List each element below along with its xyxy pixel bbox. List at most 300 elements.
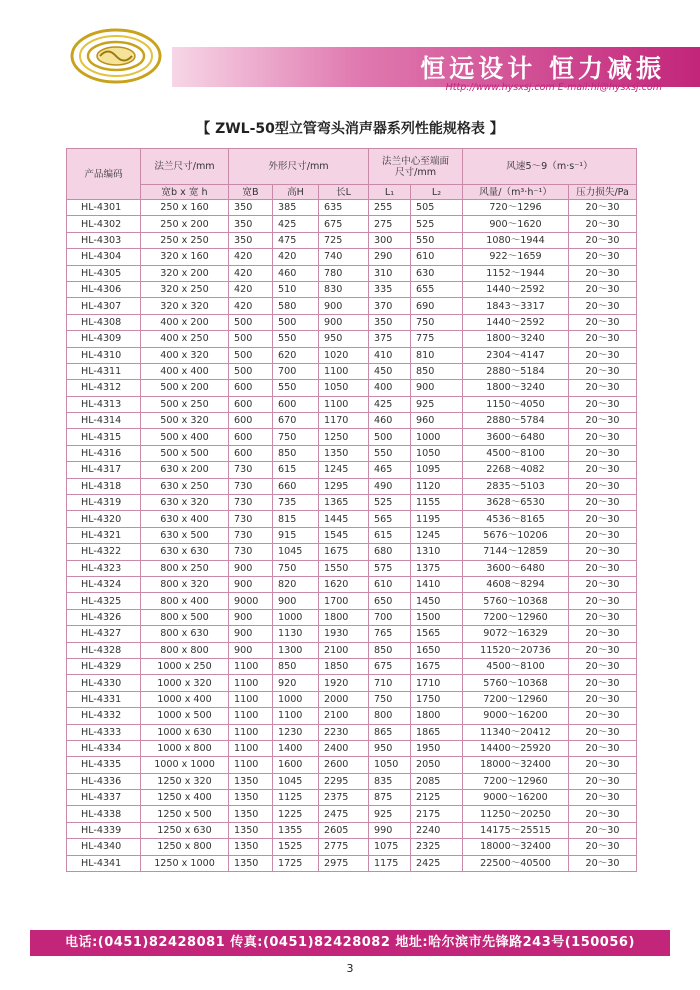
cell-length-l: 900 xyxy=(319,298,369,314)
header-width-b: 宽B xyxy=(229,185,273,200)
cell-air-volume: 1843～3317 xyxy=(463,298,569,314)
header-flange-center: 法兰中心至端面尺寸/mm xyxy=(369,149,463,185)
cell-pressure-loss: 20～30 xyxy=(569,216,637,232)
cell-width-b: 1100 xyxy=(229,658,273,674)
cell-length-l: 1100 xyxy=(319,396,369,412)
cell-l2: 1800 xyxy=(411,708,463,724)
cell-height-h: 580 xyxy=(273,298,319,314)
cell-air-volume: 5760～10368 xyxy=(463,675,569,691)
cell-l2: 1095 xyxy=(411,462,463,478)
cell-code: HL-4304 xyxy=(67,249,141,265)
header-wind-speed: 风速5～9（m·s⁻¹） xyxy=(463,149,637,185)
cell-length-l: 2605 xyxy=(319,822,369,838)
cell-code: HL-4336 xyxy=(67,773,141,789)
cell-flange-size: 320 x 250 xyxy=(141,281,229,297)
cell-air-volume: 4536～8165 xyxy=(463,511,569,527)
cell-l2: 850 xyxy=(411,363,463,379)
table-row xyxy=(67,249,637,265)
cell-height-h: 815 xyxy=(273,511,319,527)
cell-l2: 1245 xyxy=(411,527,463,543)
header-banner xyxy=(172,47,700,87)
cell-l2: 1155 xyxy=(411,495,463,511)
cell-flange-size: 630 x 250 xyxy=(141,478,229,494)
cell-code: HL-4329 xyxy=(67,658,141,674)
cell-code: HL-4309 xyxy=(67,331,141,347)
cell-code: HL-4319 xyxy=(67,495,141,511)
cell-code: HL-4323 xyxy=(67,560,141,576)
cell-height-h: 1230 xyxy=(273,724,319,740)
cell-pressure-loss: 20～30 xyxy=(569,347,637,363)
cell-code: HL-4318 xyxy=(67,478,141,494)
cell-flange-size: 500 x 400 xyxy=(141,429,229,445)
cell-flange-size: 1000 x 630 xyxy=(141,724,229,740)
cell-height-h: 1045 xyxy=(273,544,319,560)
cell-l2: 750 xyxy=(411,314,463,330)
cell-height-h: 510 xyxy=(273,281,319,297)
table-row xyxy=(67,544,637,560)
cell-air-volume: 1152～1944 xyxy=(463,265,569,281)
cell-flange-size: 800 x 400 xyxy=(141,593,229,609)
header-length-l: 长L xyxy=(319,185,369,200)
cell-l2: 810 xyxy=(411,347,463,363)
cell-flange-size: 320 x 200 xyxy=(141,265,229,281)
cell-width-b: 1100 xyxy=(229,757,273,773)
cell-pressure-loss: 20～30 xyxy=(569,822,637,838)
cell-code: HL-4321 xyxy=(67,527,141,543)
cell-l2: 690 xyxy=(411,298,463,314)
cell-air-volume: 3600～6480 xyxy=(463,560,569,576)
cell-width-b: 420 xyxy=(229,298,273,314)
cell-width-b: 350 xyxy=(229,232,273,248)
cell-height-h: 385 xyxy=(273,200,319,216)
cell-l2: 960 xyxy=(411,413,463,429)
cell-flange-size: 1000 x 1000 xyxy=(141,757,229,773)
table-row xyxy=(67,855,637,871)
cell-length-l: 1920 xyxy=(319,675,369,691)
cell-l2: 1375 xyxy=(411,560,463,576)
cell-length-l: 635 xyxy=(319,200,369,216)
cell-code: HL-4307 xyxy=(67,298,141,314)
cell-flange-size: 1250 x 630 xyxy=(141,822,229,838)
cell-code: HL-4317 xyxy=(67,462,141,478)
spec-table xyxy=(66,148,637,872)
table-row xyxy=(67,576,637,592)
cell-l2: 1450 xyxy=(411,593,463,609)
cell-height-h: 850 xyxy=(273,658,319,674)
cell-height-h: 615 xyxy=(273,462,319,478)
table-row xyxy=(67,626,637,642)
cell-height-h: 420 xyxy=(273,249,319,265)
cell-width-b: 730 xyxy=(229,495,273,511)
cell-width-b: 600 xyxy=(229,429,273,445)
cell-l1: 300 xyxy=(369,232,411,248)
table-row xyxy=(67,642,637,658)
cell-l1: 615 xyxy=(369,527,411,543)
cell-width-b: 730 xyxy=(229,511,273,527)
cell-flange-size: 500 x 200 xyxy=(141,380,229,396)
table-row xyxy=(67,790,637,806)
cell-l2: 505 xyxy=(411,200,463,216)
cell-height-h: 1130 xyxy=(273,626,319,642)
header-l2: L₂ xyxy=(411,185,463,200)
cell-l1: 310 xyxy=(369,265,411,281)
cell-l1: 1175 xyxy=(369,855,411,871)
cell-air-volume: 2835～5103 xyxy=(463,478,569,494)
cell-air-volume: 22500～40500 xyxy=(463,855,569,871)
cell-flange-size: 1000 x 800 xyxy=(141,740,229,756)
cell-height-h: 425 xyxy=(273,216,319,232)
cell-l1: 990 xyxy=(369,822,411,838)
page-title: 【 ZWL-50型立管弯头消声器系列性能规格表 】 xyxy=(196,121,504,137)
cell-flange-size: 630 x 400 xyxy=(141,511,229,527)
cell-width-b: 1350 xyxy=(229,773,273,789)
cell-l2: 610 xyxy=(411,249,463,265)
cell-height-h: 1125 xyxy=(273,790,319,806)
cell-height-h: 1525 xyxy=(273,839,319,855)
cell-l2: 1565 xyxy=(411,626,463,642)
cell-width-b: 9000 xyxy=(229,593,273,609)
cell-l2: 550 xyxy=(411,232,463,248)
cell-length-l: 2100 xyxy=(319,642,369,658)
cell-height-h: 1100 xyxy=(273,708,319,724)
cell-pressure-loss: 20～30 xyxy=(569,445,637,461)
banner-title: 恒远设计 恒力减振 xyxy=(420,54,665,83)
cell-l1: 680 xyxy=(369,544,411,560)
cell-flange-size: 1250 x 1000 xyxy=(141,855,229,871)
cell-l1: 575 xyxy=(369,560,411,576)
cell-l2: 630 xyxy=(411,265,463,281)
cell-length-l: 2230 xyxy=(319,724,369,740)
cell-code: HL-4310 xyxy=(67,347,141,363)
cell-air-volume: 720～1296 xyxy=(463,200,569,216)
table-row xyxy=(67,429,637,445)
cell-l2: 1750 xyxy=(411,691,463,707)
cell-air-volume: 14400～25920 xyxy=(463,740,569,756)
cell-air-volume: 1800～3240 xyxy=(463,380,569,396)
cell-l1: 750 xyxy=(369,691,411,707)
cell-air-volume: 18000～32400 xyxy=(463,757,569,773)
cell-flange-size: 1000 x 400 xyxy=(141,691,229,707)
cell-l2: 1120 xyxy=(411,478,463,494)
cell-air-volume: 9000～16200 xyxy=(463,708,569,724)
cell-pressure-loss: 20～30 xyxy=(569,708,637,724)
cell-l1: 525 xyxy=(369,495,411,511)
cell-width-b: 1350 xyxy=(229,822,273,838)
gold-chain-logo-icon xyxy=(70,27,162,85)
cell-l1: 850 xyxy=(369,642,411,658)
cell-width-b: 730 xyxy=(229,462,273,478)
cell-pressure-loss: 20～30 xyxy=(569,790,637,806)
cell-air-volume: 11250～20250 xyxy=(463,806,569,822)
cell-width-b: 1350 xyxy=(229,855,273,871)
cell-l1: 765 xyxy=(369,626,411,642)
cell-height-h: 550 xyxy=(273,380,319,396)
cell-code: HL-4315 xyxy=(67,429,141,445)
cell-air-volume: 7200～12960 xyxy=(463,773,569,789)
cell-code: HL-4314 xyxy=(67,413,141,429)
cell-flange-size: 1250 x 320 xyxy=(141,773,229,789)
cell-width-b: 900 xyxy=(229,609,273,625)
cell-air-volume: 4500～8100 xyxy=(463,445,569,461)
cell-air-volume: 5676～10206 xyxy=(463,527,569,543)
cell-pressure-loss: 20～30 xyxy=(569,232,637,248)
cell-height-h: 460 xyxy=(273,265,319,281)
cell-code: HL-4337 xyxy=(67,790,141,806)
cell-code: HL-4330 xyxy=(67,675,141,691)
table-row xyxy=(67,822,637,838)
cell-air-volume: 4608～8294 xyxy=(463,576,569,592)
cell-l1: 370 xyxy=(369,298,411,314)
cell-height-h: 1000 xyxy=(273,691,319,707)
cell-pressure-loss: 20～30 xyxy=(569,691,637,707)
table-row xyxy=(67,298,637,314)
cell-width-b: 500 xyxy=(229,347,273,363)
cell-length-l: 1675 xyxy=(319,544,369,560)
cell-flange-size: 1250 x 400 xyxy=(141,790,229,806)
cell-flange-size: 250 x 160 xyxy=(141,200,229,216)
cell-width-b: 1350 xyxy=(229,790,273,806)
cell-air-volume: 7200～12960 xyxy=(463,691,569,707)
cell-pressure-loss: 20～30 xyxy=(569,380,637,396)
cell-pressure-loss: 20～30 xyxy=(569,314,637,330)
cell-length-l: 1850 xyxy=(319,658,369,674)
cell-length-l: 2000 xyxy=(319,691,369,707)
cell-code: HL-4313 xyxy=(67,396,141,412)
cell-pressure-loss: 20～30 xyxy=(569,626,637,642)
cell-air-volume: 7144～12859 xyxy=(463,544,569,560)
cell-code: HL-4312 xyxy=(67,380,141,396)
cell-pressure-loss: 20～30 xyxy=(569,675,637,691)
cell-pressure-loss: 20～30 xyxy=(569,429,637,445)
cell-flange-size: 400 x 320 xyxy=(141,347,229,363)
cell-height-h: 550 xyxy=(273,331,319,347)
cell-pressure-loss: 20～30 xyxy=(569,396,637,412)
table-row xyxy=(67,839,637,855)
cell-l1: 610 xyxy=(369,576,411,592)
cell-length-l: 2375 xyxy=(319,790,369,806)
header-air-volume: 风量/（m³·h⁻¹） xyxy=(463,185,569,200)
table-row xyxy=(67,560,637,576)
cell-pressure-loss: 20～30 xyxy=(569,478,637,494)
table-row xyxy=(67,708,637,724)
cell-l1: 1050 xyxy=(369,757,411,773)
table-row xyxy=(67,675,637,691)
cell-flange-size: 1000 x 250 xyxy=(141,658,229,674)
cell-l1: 465 xyxy=(369,462,411,478)
cell-flange-size: 630 x 500 xyxy=(141,527,229,543)
cell-height-h: 1045 xyxy=(273,773,319,789)
cell-flange-size: 500 x 500 xyxy=(141,445,229,461)
cell-pressure-loss: 20～30 xyxy=(569,265,637,281)
cell-width-b: 600 xyxy=(229,413,273,429)
cell-pressure-loss: 20～30 xyxy=(569,363,637,379)
cell-flange-size: 250 x 250 xyxy=(141,232,229,248)
cell-code: HL-4331 xyxy=(67,691,141,707)
cell-pressure-loss: 20～30 xyxy=(569,200,637,216)
cell-height-h: 1600 xyxy=(273,757,319,773)
cell-height-h: 1725 xyxy=(273,855,319,871)
cell-air-volume: 11520～20736 xyxy=(463,642,569,658)
cell-air-volume: 4500～8100 xyxy=(463,658,569,674)
cell-l1: 460 xyxy=(369,413,411,429)
cell-code: HL-4306 xyxy=(67,281,141,297)
cell-l1: 255 xyxy=(369,200,411,216)
cell-air-volume: 2880～5784 xyxy=(463,413,569,429)
cell-l2: 1000 xyxy=(411,429,463,445)
cell-flange-size: 400 x 250 xyxy=(141,331,229,347)
table-row xyxy=(67,216,637,232)
header-flange-size: 法兰尺寸/mm xyxy=(141,149,229,185)
cell-height-h: 1355 xyxy=(273,822,319,838)
cell-pressure-loss: 20～30 xyxy=(569,560,637,576)
cell-length-l: 1550 xyxy=(319,560,369,576)
cell-length-l: 740 xyxy=(319,249,369,265)
cell-pressure-loss: 20～30 xyxy=(569,773,637,789)
table-row xyxy=(67,462,637,478)
cell-length-l: 675 xyxy=(319,216,369,232)
cell-flange-size: 1250 x 800 xyxy=(141,839,229,855)
cell-flange-size: 320 x 320 xyxy=(141,298,229,314)
cell-width-b: 1100 xyxy=(229,740,273,756)
cell-l2: 1500 xyxy=(411,609,463,625)
cell-width-b: 730 xyxy=(229,527,273,543)
cell-code: HL-4305 xyxy=(67,265,141,281)
cell-pressure-loss: 20～30 xyxy=(569,281,637,297)
cell-width-b: 1100 xyxy=(229,691,273,707)
cell-code: HL-4334 xyxy=(67,740,141,756)
cell-l1: 950 xyxy=(369,740,411,756)
cell-width-b: 600 xyxy=(229,396,273,412)
cell-flange-size: 800 x 800 xyxy=(141,642,229,658)
table-row xyxy=(67,527,637,543)
table-row xyxy=(67,396,637,412)
cell-height-h: 660 xyxy=(273,478,319,494)
cell-width-b: 600 xyxy=(229,445,273,461)
cell-code: HL-4311 xyxy=(67,363,141,379)
cell-air-volume: 900～1620 xyxy=(463,216,569,232)
cell-air-volume: 7200～12960 xyxy=(463,609,569,625)
cell-length-l: 2100 xyxy=(319,708,369,724)
cell-length-l: 950 xyxy=(319,331,369,347)
contact-line[interactable]: Http://www.hysxsj.com E-mail:hl@hysxsj.com xyxy=(445,82,662,93)
cell-length-l: 1620 xyxy=(319,576,369,592)
cell-height-h: 600 xyxy=(273,396,319,412)
cell-flange-size: 500 x 250 xyxy=(141,396,229,412)
cell-pressure-loss: 20～30 xyxy=(569,839,637,855)
cell-height-h: 915 xyxy=(273,527,319,543)
cell-l1: 875 xyxy=(369,790,411,806)
cell-height-h: 750 xyxy=(273,429,319,445)
cell-l1: 290 xyxy=(369,249,411,265)
cell-air-volume: 11340～20412 xyxy=(463,724,569,740)
cell-pressure-loss: 20～30 xyxy=(569,249,637,265)
cell-l2: 1865 xyxy=(411,724,463,740)
cell-l1: 335 xyxy=(369,281,411,297)
cell-width-b: 730 xyxy=(229,544,273,560)
header-bxh: 宽b x 宽 h xyxy=(141,185,229,200)
cell-flange-size: 250 x 200 xyxy=(141,216,229,232)
cell-code: HL-4324 xyxy=(67,576,141,592)
cell-flange-size: 400 x 400 xyxy=(141,363,229,379)
table-row xyxy=(67,511,637,527)
cell-height-h: 735 xyxy=(273,495,319,511)
cell-l1: 410 xyxy=(369,347,411,363)
cell-flange-size: 800 x 500 xyxy=(141,609,229,625)
table-row xyxy=(67,314,637,330)
cell-pressure-loss: 20～30 xyxy=(569,806,637,822)
cell-width-b: 600 xyxy=(229,380,273,396)
cell-pressure-loss: 20～30 xyxy=(569,855,637,871)
cell-l2: 2125 xyxy=(411,790,463,806)
cell-height-h: 475 xyxy=(273,232,319,248)
cell-length-l: 2475 xyxy=(319,806,369,822)
cell-air-volume: 1440～2592 xyxy=(463,314,569,330)
cell-flange-size: 800 x 320 xyxy=(141,576,229,592)
cell-l2: 2240 xyxy=(411,822,463,838)
cell-l2: 655 xyxy=(411,281,463,297)
table-row xyxy=(67,691,637,707)
cell-air-volume: 1150～4050 xyxy=(463,396,569,412)
cell-code: HL-4322 xyxy=(67,544,141,560)
table-row xyxy=(67,331,637,347)
cell-l2: 2175 xyxy=(411,806,463,822)
header-pressure-loss: 压力损失/Pa xyxy=(569,185,637,200)
cell-flange-size: 630 x 320 xyxy=(141,495,229,511)
cell-width-b: 420 xyxy=(229,281,273,297)
cell-l1: 1075 xyxy=(369,839,411,855)
cell-pressure-loss: 20～30 xyxy=(569,740,637,756)
cell-height-h: 1225 xyxy=(273,806,319,822)
table-row xyxy=(67,347,637,363)
cell-l2: 775 xyxy=(411,331,463,347)
cell-l1: 490 xyxy=(369,478,411,494)
cell-code: HL-4341 xyxy=(67,855,141,871)
table-row xyxy=(67,265,637,281)
cell-code: HL-4327 xyxy=(67,626,141,642)
cell-l1: 650 xyxy=(369,593,411,609)
cell-flange-size: 1250 x 500 xyxy=(141,806,229,822)
header-outer-size: 外形尺寸/mm xyxy=(229,149,369,185)
cell-air-volume: 3600～6480 xyxy=(463,429,569,445)
cell-length-l: 1050 xyxy=(319,380,369,396)
cell-width-b: 730 xyxy=(229,478,273,494)
cell-length-l: 2400 xyxy=(319,740,369,756)
cell-length-l: 1250 xyxy=(319,429,369,445)
cell-l2: 2425 xyxy=(411,855,463,871)
cell-length-l: 1020 xyxy=(319,347,369,363)
cell-width-b: 1350 xyxy=(229,839,273,855)
header-l1: L₁ xyxy=(369,185,411,200)
table-row xyxy=(67,380,637,396)
cell-pressure-loss: 20～30 xyxy=(569,593,637,609)
cell-l2: 2085 xyxy=(411,773,463,789)
cell-code: HL-4320 xyxy=(67,511,141,527)
cell-width-b: 420 xyxy=(229,249,273,265)
table-row xyxy=(67,281,637,297)
cell-width-b: 900 xyxy=(229,642,273,658)
header-code: 产品编码 xyxy=(67,149,141,200)
cell-l1: 500 xyxy=(369,429,411,445)
table-row xyxy=(67,806,637,822)
cell-l1: 400 xyxy=(369,380,411,396)
cell-length-l: 725 xyxy=(319,232,369,248)
header-height-h: 高H xyxy=(273,185,319,200)
cell-l2: 1675 xyxy=(411,658,463,674)
cell-height-h: 820 xyxy=(273,576,319,592)
cell-height-h: 670 xyxy=(273,413,319,429)
spec-table-body xyxy=(67,200,637,872)
cell-l2: 925 xyxy=(411,396,463,412)
